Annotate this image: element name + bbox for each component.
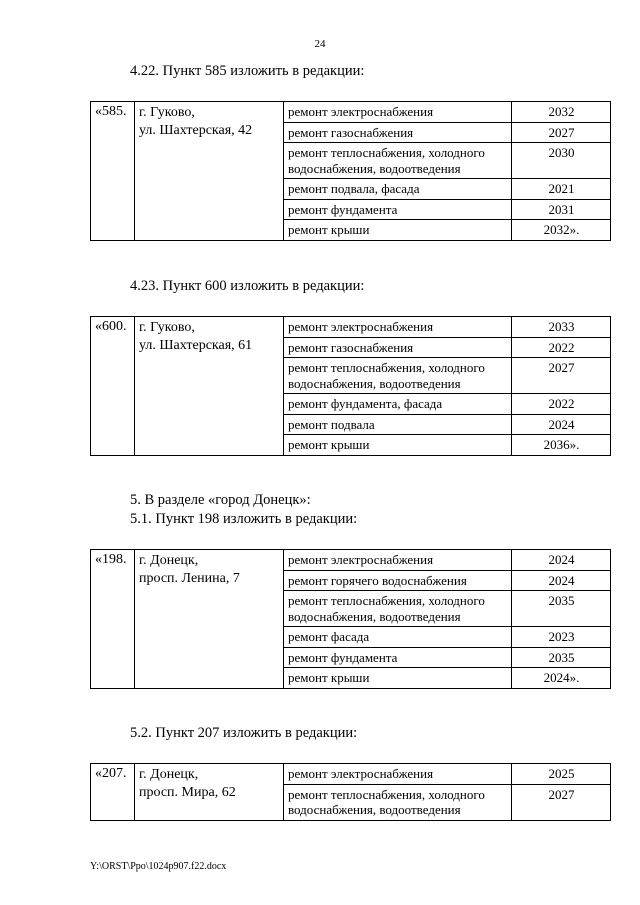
item-number: «600. bbox=[91, 317, 135, 456]
address-line: г. Гуково, bbox=[139, 320, 195, 335]
year-cell: 2035 bbox=[512, 647, 611, 668]
paragraph: 5.2. Пункт 207 изложить в редакции: bbox=[130, 725, 358, 741]
section-block bbox=[90, 62, 611, 241]
work-type-cell: ремонт крыши bbox=[284, 668, 512, 689]
page-number: 24 bbox=[314, 38, 326, 50]
item-number: «585. bbox=[91, 102, 135, 241]
schedule-table bbox=[90, 549, 611, 689]
year-cell: 2027 bbox=[512, 122, 611, 143]
table-row bbox=[91, 102, 611, 123]
year-cell: 2024 bbox=[512, 570, 611, 591]
address-line: г. Гуково, bbox=[139, 105, 195, 120]
address-cell bbox=[135, 550, 284, 689]
work-type-cell: ремонт электроснабжения bbox=[284, 764, 512, 785]
item-number: «198. bbox=[91, 550, 135, 689]
year-cell: 2023 bbox=[512, 627, 611, 648]
address-cell bbox=[135, 317, 284, 456]
address-cell bbox=[135, 764, 284, 821]
section-block bbox=[90, 491, 611, 689]
work-type-cell: ремонт фасада bbox=[284, 627, 512, 648]
paragraph: 4.23. Пункт 600 изложить в редакции: bbox=[130, 278, 365, 294]
year-cell: 2032 bbox=[512, 102, 611, 123]
work-type-cell: ремонт фундамента bbox=[284, 647, 512, 668]
year-cell: 2036». bbox=[512, 435, 611, 456]
address-line: г. Донецк, bbox=[139, 767, 199, 782]
year-cell: 2032». bbox=[512, 220, 611, 241]
address-line: ул. Шахтерская, 61 bbox=[139, 338, 253, 353]
work-type-cell: ремонт горячего водоснабжения bbox=[284, 570, 512, 591]
year-cell: 2027 bbox=[512, 358, 611, 394]
year-cell: 2022 bbox=[512, 337, 611, 358]
address-line: г. Донецк, bbox=[139, 553, 199, 568]
paragraph: 5.1. Пункт 198 изложить в редакции: bbox=[130, 511, 358, 527]
year-cell: 2025 bbox=[512, 764, 611, 785]
schedule-table bbox=[90, 316, 611, 456]
address-line: ул. Шахтерская, 42 bbox=[139, 123, 253, 138]
work-type-cell: ремонт газоснабжения bbox=[284, 122, 512, 143]
work-type-cell: ремонт фундамента bbox=[284, 199, 512, 220]
work-type-cell: ремонт крыши bbox=[284, 435, 512, 456]
work-type-cell: ремонт теплоснабжения, холодного водоснабжения, водоотведения bbox=[284, 358, 512, 394]
work-type-cell: ремонт газоснабжения bbox=[284, 337, 512, 358]
schedule-table bbox=[90, 763, 611, 821]
work-type-cell: ремонт теплоснабжения, холодного водоснабжения, водоотведения bbox=[284, 143, 512, 179]
address-line: просп. Мира, 62 bbox=[139, 785, 236, 800]
section-block bbox=[90, 277, 611, 456]
year-cell: 2024 bbox=[512, 414, 611, 435]
footer-file-path: Y:\ORST\Ppo\1024p907.f22.docx bbox=[90, 861, 227, 872]
year-cell: 2027 bbox=[512, 784, 611, 820]
work-type-cell: ремонт подвала, фасада bbox=[284, 179, 512, 200]
table-row bbox=[91, 764, 611, 785]
paragraph: 5. В разделе «город Донецк»: bbox=[130, 492, 311, 508]
work-type-cell: ремонт крыши bbox=[284, 220, 512, 241]
table-row bbox=[91, 550, 611, 571]
year-cell: 2022 bbox=[512, 394, 611, 415]
paragraph: 4.22. Пункт 585 изложить в редакции: bbox=[130, 63, 365, 79]
work-type-cell: ремонт электроснабжения bbox=[284, 550, 512, 571]
year-cell: 2021 bbox=[512, 179, 611, 200]
table-row bbox=[91, 317, 611, 338]
year-cell: 2030 bbox=[512, 143, 611, 179]
work-type-cell: ремонт фундамента, фасада bbox=[284, 394, 512, 415]
section-block bbox=[90, 724, 611, 821]
year-cell: 2035 bbox=[512, 591, 611, 627]
address-line: просп. Ленина, 7 bbox=[139, 571, 240, 586]
work-type-cell: ремонт электроснабжения bbox=[284, 317, 512, 338]
work-type-cell: ремонт теплоснабжения, холодного водоснабжения, водоотведения bbox=[284, 591, 512, 627]
year-cell: 2024 bbox=[512, 550, 611, 571]
work-type-cell: ремонт подвала bbox=[284, 414, 512, 435]
year-cell: 2024». bbox=[512, 668, 611, 689]
work-type-cell: ремонт электроснабжения bbox=[284, 102, 512, 123]
item-number: «207. bbox=[91, 764, 135, 821]
work-type-cell: ремонт теплоснабжения, холодного водоснабжения, водоотведения bbox=[284, 784, 512, 820]
year-cell: 2031 bbox=[512, 199, 611, 220]
schedule-table bbox=[90, 101, 611, 241]
year-cell: 2033 bbox=[512, 317, 611, 338]
address-cell bbox=[135, 102, 284, 241]
